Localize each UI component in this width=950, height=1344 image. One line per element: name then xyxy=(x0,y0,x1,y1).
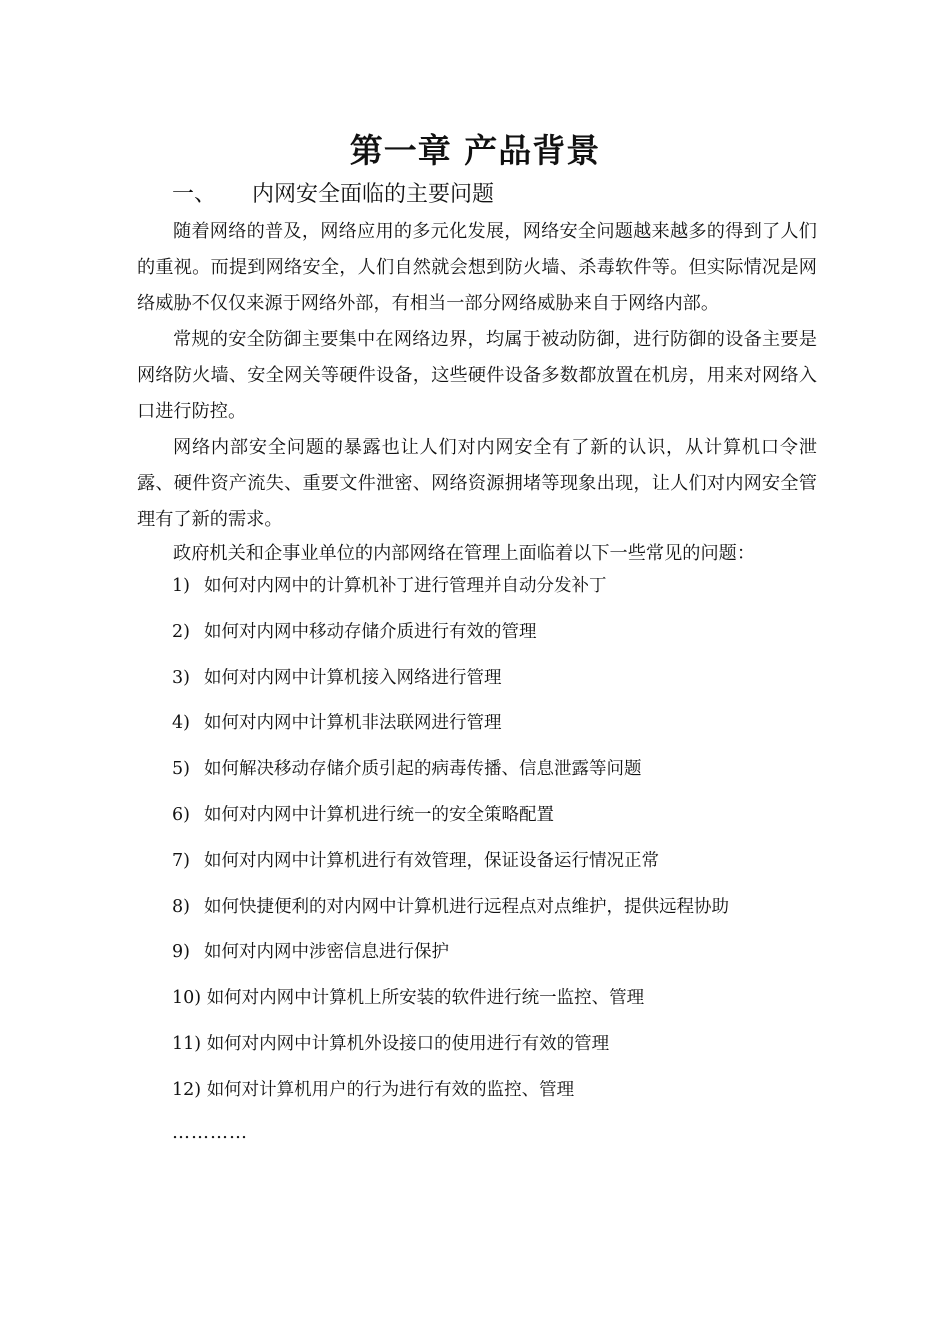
list-item-text: 如何对内网中的计算机补丁进行管理并自动分发补丁 xyxy=(204,576,607,596)
list-item xyxy=(172,843,729,889)
paragraph-internal-risk: 网络内部安全问题的暴露也让人们对内网安全有了新的认识，从计算机口令泄露、硬件资产流失、重要文件泄密、网络资源拥堵等现象出现，让人们对内网安全管理有了新的需求。 xyxy=(137,437,817,530)
list-item-text: 如何对内网中计算机进行有效管理，保证设备运行情况正常 xyxy=(204,850,659,871)
list-item-index: 4) xyxy=(172,713,190,734)
list-item xyxy=(172,934,729,980)
list-item-text: 如何对内网中计算机非法联网进行管理 xyxy=(204,713,502,734)
list-item-text: 如何解决移动存储介质引起的病毒传播、信息泄露等问题 xyxy=(204,759,642,780)
list-item-index: 2) xyxy=(172,621,190,642)
list-item-text: 如何快捷便利的对内网中计算机进行远程点对点维护，提供远程协助 xyxy=(204,896,729,917)
list-item-index: 11) xyxy=(172,1033,202,1054)
list-item-text: 如何对计算机用户的行为进行有效的监控、管理 xyxy=(206,1079,575,1100)
section-title: 内网安全面临的主要问题 xyxy=(252,182,495,207)
list-item-index: 1) xyxy=(172,576,190,596)
list-item-text: 如何对内网中计算机接入网络进行管理 xyxy=(204,667,502,688)
chapter-title: 第一章 产品背景 xyxy=(349,131,601,170)
list-item xyxy=(172,568,729,614)
list-item xyxy=(172,705,729,751)
list-item xyxy=(172,980,729,1026)
list-item-text: 如何对内网中计算机上所安装的软件进行统一监控、管理 xyxy=(206,988,645,1009)
paragraph-defense: 常规的安全防御主要集中在网络边界，均属于被动防御，进行防御的设备主要是网络防火墙、安全网关等硬件设备，这些硬件设备多数都放置在机房，用来对网络入口进行防控。 xyxy=(137,329,817,422)
list-item xyxy=(172,1072,729,1118)
paragraph-common-problems: 政府机关和企事业单位的内部网络在管理上面临着以下一些常见的问题： xyxy=(173,543,756,564)
list-item xyxy=(172,1026,729,1072)
list-item-text: 如何对内网中移动存储介质进行有效的管理 xyxy=(204,621,537,642)
list-item xyxy=(172,889,729,935)
issue-list xyxy=(172,568,729,1118)
list-item-index: 8) xyxy=(172,896,190,917)
list-item-text: 如何对内网中计算机外设接口的使用进行有效的管理 xyxy=(206,1033,610,1054)
paragraph-intro: 随着网络的普及，网络应用的多元化发展，网络安全问题越来越多的得到了人们的重视。而提到网络安全，人们自然就会想到防火墙、杀毒软件等。但实际情况是网络威胁不仅仅来源于网络外部，有相当一部分网络威胁来自于网络内部。 xyxy=(137,221,817,314)
list-item-index: 12) xyxy=(172,1079,202,1100)
list-item-index: 3) xyxy=(172,667,190,688)
list-item xyxy=(172,751,729,797)
section-number: 一、 xyxy=(172,182,217,207)
list-item-text: 如何对内网中涉密信息进行保护 xyxy=(204,942,449,963)
list-item-index: 9) xyxy=(172,942,190,963)
list-item xyxy=(172,660,729,706)
trailing-ellipsis: ………… xyxy=(172,1122,248,1143)
list-item xyxy=(172,797,729,843)
list-item-index: 7) xyxy=(172,850,190,871)
list-item-text: 如何对内网中计算机进行统一的安全策略配置 xyxy=(204,804,554,825)
section-heading xyxy=(172,178,494,212)
list-item-index: 5) xyxy=(172,759,190,780)
list-item-index: 10) xyxy=(172,988,202,1009)
list-item-index: 6) xyxy=(172,804,190,825)
list-item xyxy=(172,614,729,660)
